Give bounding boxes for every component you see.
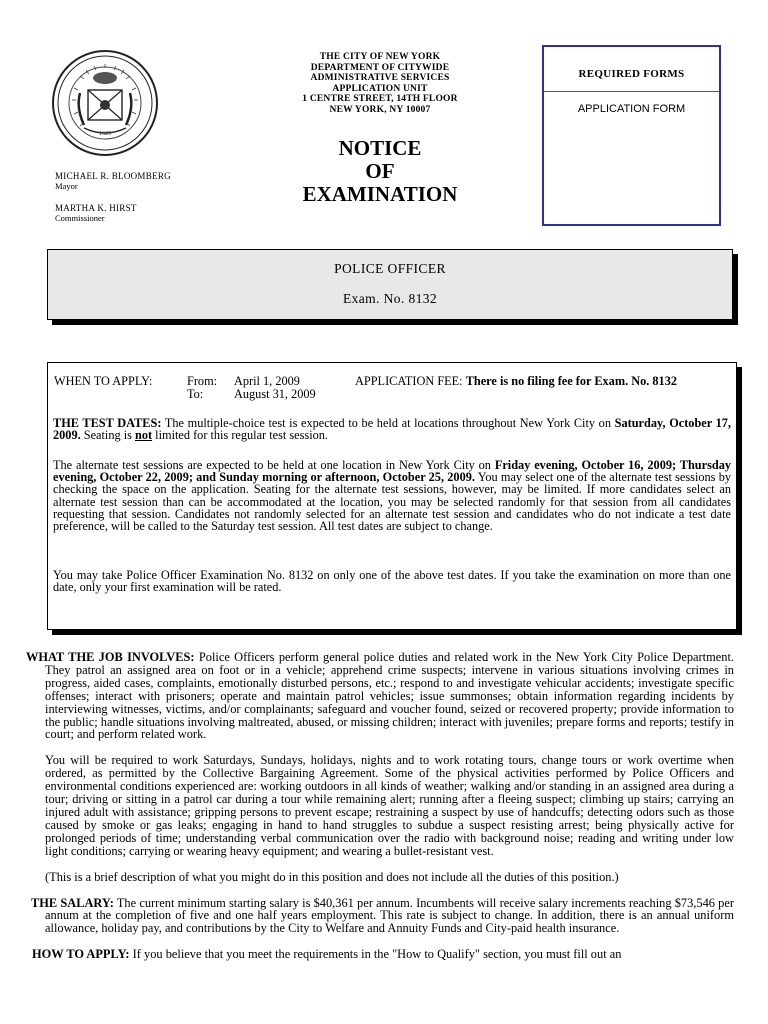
agency-line: NEW YORK, NY 10007: [329, 104, 431, 115]
test-dates-paragraph: [53, 417, 731, 441]
notice-line: EXAMINATION: [302, 182, 458, 206]
officials-block: [55, 171, 171, 223]
alternate-sessions-paragraph: [53, 459, 731, 532]
fee-text: There is no filing fee for Exam. No. 8132: [465, 374, 677, 388]
fee-label: APPLICATION FEE:: [355, 374, 463, 388]
how-to-apply-text: If you believe that you meet the requirements in the "How to Qualify" section, you must fill out an: [132, 947, 622, 962]
agency-line: APPLICATION UNIT: [332, 83, 428, 94]
notice-line: OF: [365, 159, 395, 183]
test-date-bold: Saturday, October 17, 2009.: [53, 416, 732, 443]
salary-text: The current minimum starting salary is $40,361 per annum. Incumbents will receive salary increments reaching $73,546 per annum at the completion of five and one half years employment. This rate is subject to change. In addition, there is an annual uniform allowance, holiday pay, and contributions by the City to Welfare and Annuity Funds and City-paid health insurance.: [45, 895, 735, 936]
alternate-text: The alternate test sessions are expected to be held at one location in New York City on: [53, 458, 491, 472]
to-label: To:: [187, 387, 204, 401]
agency-address: [270, 52, 490, 115]
required-forms-title: REQUIRED FORMS: [578, 68, 685, 80]
alternate-dates: Friday evening, October 16, 2009; Thursday evening, October 22, 2009; and Sunday morning or afternoon, October 25, 2009.: [53, 458, 731, 485]
job-paragraph-3: (This is a brief description of what you might do in this position and does not include all the duties of this position.): [45, 869, 619, 884]
agency-line: THE CITY OF NEW YORK: [319, 52, 441, 62]
test-dates-text: limited for this regular test session.: [155, 428, 328, 443]
exam-title: POLICE OFFICER: [334, 261, 446, 276]
job-text: Police Officers perform general police duties and related work in the New York City Police Department. They patrol an assigned area on foot or in a vehicle; apprehend crime suspects; intervene in various situations involving crimes in progress, aided cases, complaints, emotionally disturbed persons, etc.; respond to and investigate vehicular accidents; investigate specific offenses; interact with prisoners; operate and maintain patrol vehicles; issue summonses; obtain information regarding incidents by interviewing witnesses, victims, and/or complainants; safeguard and voucher found, seized or recovered property; provide information to the public; handle situations involving maltreated, abused, or missing children; interact with juveniles; prepare forms and reports; testify in court; and perform related work.: [45, 650, 734, 742]
agency-line: DEPARTMENT OF CITYWIDE: [310, 62, 450, 73]
exam-number: Exam. No. 8132: [342, 291, 438, 306]
exam-title-box: [47, 249, 733, 320]
how-to-apply-paragraph: [26, 948, 734, 961]
city-seal: [50, 48, 160, 158]
commissioner-name: MARTHA K. HIRST: [55, 203, 137, 213]
from-label: From:: [187, 374, 218, 388]
when-to-apply-row: [54, 375, 152, 387]
agency-line: 1 CENTRE STREET, 14TH FLOOR: [302, 94, 458, 104]
notice-title: [290, 137, 470, 206]
application-fee: [355, 375, 677, 387]
job-section: [26, 651, 734, 961]
mayor-name: MICHAEL R. BLOOMBERG: [55, 171, 171, 181]
job-paragraph-1: [26, 651, 734, 741]
agency-line: ADMINISTRATIVE SERVICES: [310, 73, 450, 83]
required-form-item: APPLICATION FORM: [577, 103, 686, 115]
notice-line: NOTICE: [338, 136, 422, 160]
test-dates-label: THE TEST DATES:: [53, 416, 162, 430]
salary-paragraph: [26, 897, 734, 936]
when-to-apply-label: WHEN TO APPLY:: [54, 374, 153, 388]
from-date: April 1, 2009: [234, 374, 300, 388]
not-emphasis: not: [135, 428, 153, 443]
test-dates-text: Seating is: [83, 428, 132, 443]
mayor-title: Mayor: [55, 181, 78, 191]
city-seal-image: [50, 48, 160, 158]
job-label: WHAT THE JOB INVOLVES:: [26, 650, 195, 664]
job-paragraph-2: You will be required to work Saturdays, Sundays, holidays, nights and to work rotating tours, change tours or work overtime when ordered, as permitted by the Collective Bargaining Agreement. Some of the physical activities performed by Police Officers and environmental conditions experienced are: working outdoors in all kinds of weather; walking and/or standing in an assigned area during a tour; driving or sitting in a patrol car during a tour while remaining alert; running after a fleeing suspect; climbing up stairs; carrying an injured adult with assistance; gripping persons to prevent escape; restraining a suspect by use of handcuffs; detecting odors such as those caused by smoke or gas leaks; engaging in hand to hand struggles to subdue a suspect resisting arrest; being physically active for prolonged periods of time; understanding verbal communication over the radio with background noise; reading and writing under low light conditions; carrying or wearing heavy equipment; and wearing a bullet-resistant vest.: [45, 753, 734, 858]
test-dates-text: The multiple-choice test is expected to be held at locations throughout New York City on: [164, 416, 611, 430]
commissioner-title: Commissioner: [55, 213, 105, 223]
seal-year: 1625: [99, 131, 111, 137]
salary-label: THE SALARY:: [31, 895, 114, 910]
how-to-apply-label: HOW TO APPLY:: [32, 947, 130, 962]
to-date: August 31, 2009: [234, 387, 316, 401]
when-to-apply-box: [47, 362, 737, 630]
alternate-text: You may select one of the alternate test sessions by checking the space on the application. Seating for the alternate test sessions, however, may be limited. If more candidates select an alternate test session than can be accommodated at the location, you may be selected randomly for that session from all candidates requesting that session. Candidates not randomly selected for an alternate test session and candidates who do not indicate a test date preference, will be called to the Saturday test session. All test dates are subject to change.: [53, 470, 731, 534]
required-forms-box: [542, 45, 721, 226]
required-forms-divider: [544, 91, 719, 92]
one-date-paragraph: You may take Police Officer Examination No. 8132 on only one of the above test dates. If you take the examination on more than one date, only your first examination will be rated.: [53, 568, 731, 595]
